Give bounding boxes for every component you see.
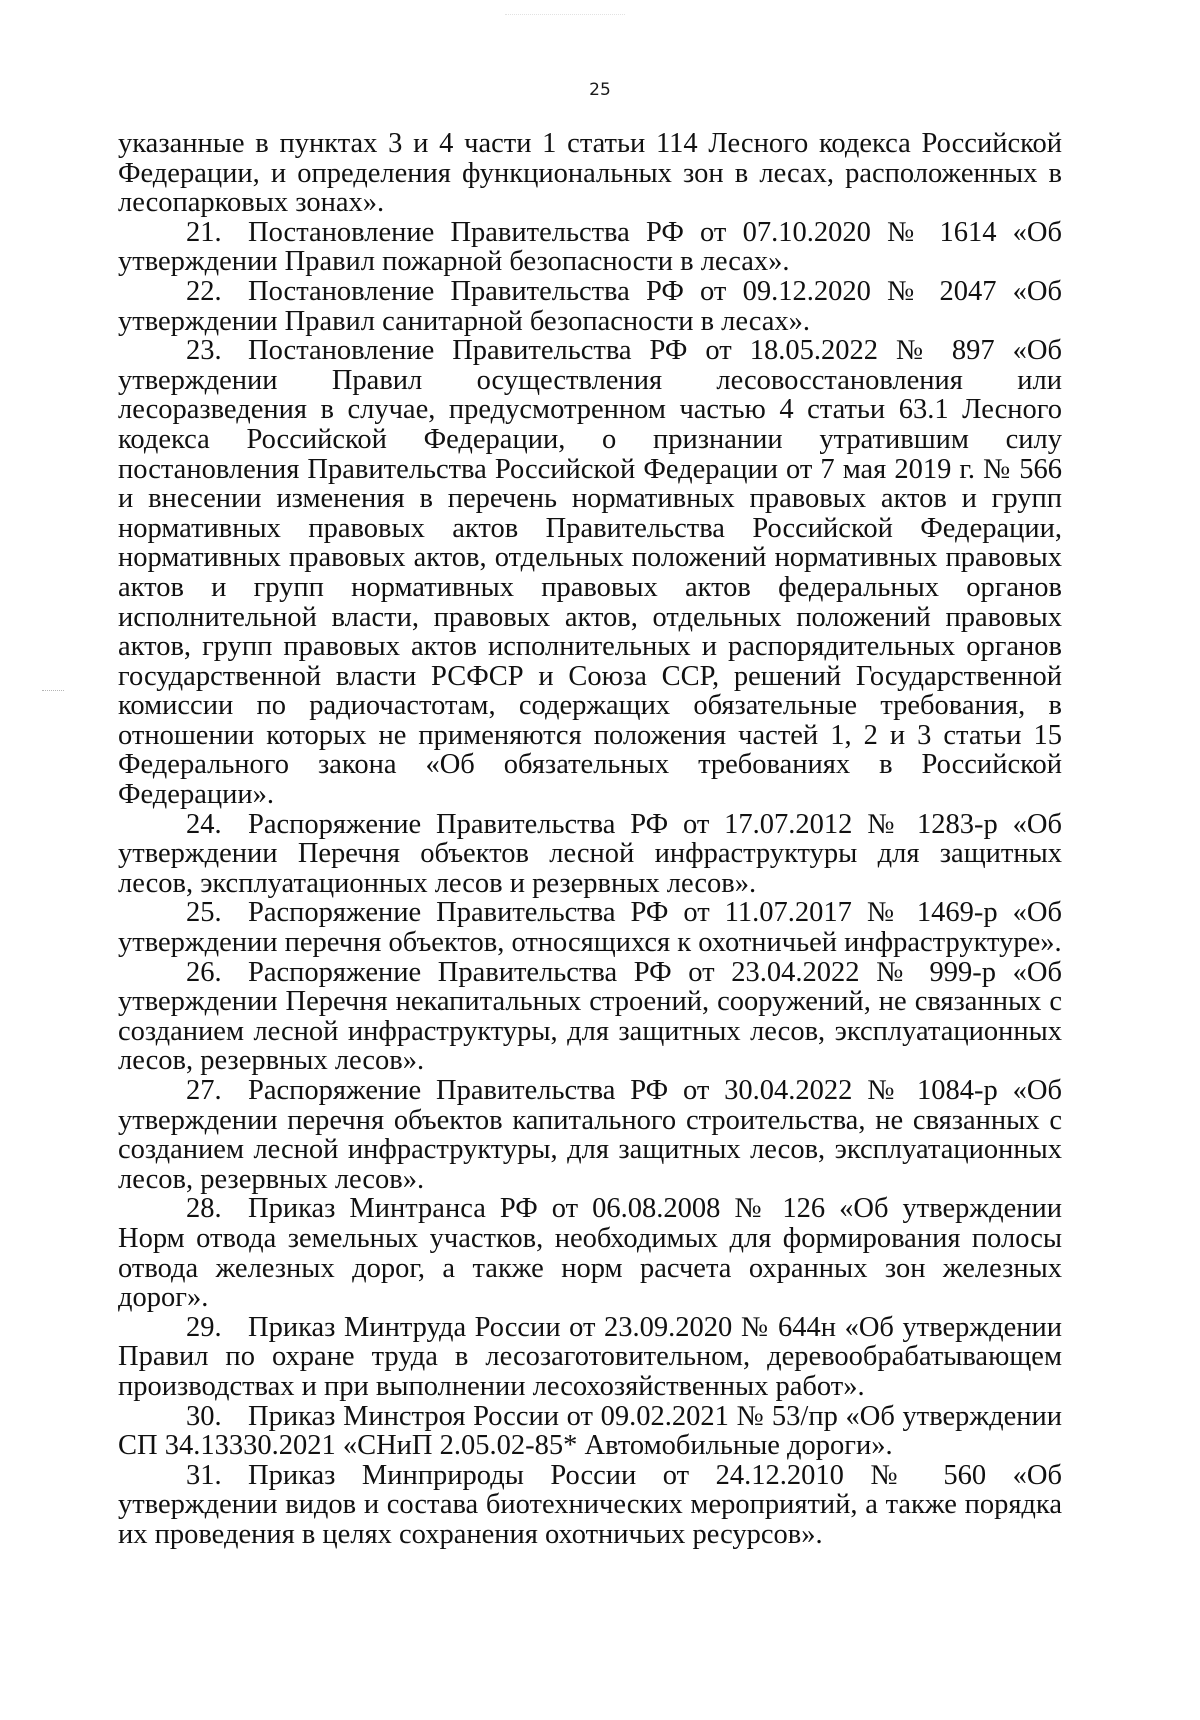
document-body	[118, 129, 1062, 1550]
item-number: 29.	[186, 1311, 222, 1343]
scan-artifact-top	[505, 14, 625, 25]
item-number: 25.	[186, 897, 222, 929]
list-item	[118, 1076, 1062, 1194]
item-number: 28.	[186, 1193, 222, 1225]
item-text: Постановление Правительства РФ от 09.12.2020 № 2047 «Об утверждении Правил санитарной безопасности в лесах».	[118, 275, 1062, 337]
item-number: 26.	[186, 956, 222, 988]
item-number: 27.	[186, 1075, 222, 1106]
list-item	[118, 1194, 1062, 1312]
item-text: Распоряжение Правительства РФ от 23.04.2022 № 999-р «Об утверждении Перечня некапитальных строений, сооружений, не связанных с созданием лесной инфраструктуры, для защитных лесов, эксплуатационных лесов, резервных лесов».	[118, 956, 1062, 1077]
list-item	[118, 277, 1062, 336]
item-text: Приказ Минтруда России от 23.09.2020 № 644н «Об утверждении Правил по охране труда в лесозаготовительном, деревообрабатывающем производствах и при выполнении лесохозяйственных работ».	[118, 1311, 1062, 1402]
item-number: 23.	[186, 335, 222, 367]
item-number: 31.	[186, 1459, 222, 1491]
item-text: Приказ Минстроя России от 09.02.2021 № 53/пр «Об утверждении СП 34.13330.2021 «СНиП 2.05.02-85* Автомобильные дороги».	[118, 1400, 1062, 1462]
item-number: 30.	[186, 1400, 222, 1432]
list-item	[118, 958, 1062, 1076]
item-text: Постановление Правительства РФ от 07.10.2020 № 1614 «Об утверждении Правил пожарной безопасности в лесах».	[118, 216, 1062, 278]
item-number: 21.	[186, 216, 222, 248]
list-item	[118, 336, 1062, 810]
list-item	[118, 1402, 1062, 1461]
list-item	[118, 218, 1062, 277]
list-item	[118, 898, 1062, 957]
item-number: 24.	[186, 808, 222, 840]
list-item	[118, 1313, 1062, 1402]
page-number: 25	[589, 80, 611, 100]
item-text: Распоряжение Правительства РФ от 11.07.2017 № 1469-р «Об утверждении перечня объектов, относящихся к охотничьей инфраструктуре».	[118, 897, 1062, 959]
scan-artifact-left	[42, 690, 64, 694]
item-text: Постановление Правительства РФ от 18.05.2022 № 897 «Об утверждении Правил осуществления лесовосстановления или лесоразведения в случае, предусмотренном частью 4 статьи 63.1 Лесного кодекса Российской Федерации, о признании утратившим силу постановления Правительства Российской Федерации от 7 мая 2019 г. № 566 и внесении изменения в перечень нормативных правовых актов и групп нормативных правовых актов Правительства Российской Федерации, нормативных правовых актов, отдельных положений нормативных правовых актов и групп нормативных правовых актов федеральных органов исполнительной власти, правовых актов, отдельных положений правовых актов, групп правовых актов исполнительных и распорядительных органов государственной власти РСФСР и Союза ССР, решений Государственной комиссии по радиочастотам, содержащих обязательные требования, в отношении которых не применяются положения частей 1, 2 и 3 статьи 15 Федерального закона «Об обязательных требованиях в Российской Федерации».	[118, 335, 1062, 811]
list-item	[118, 810, 1062, 899]
list-item	[118, 1461, 1062, 1550]
item-number: 22.	[186, 275, 222, 307]
item-text: Распоряжение Правительства РФ от 17.07.2012 № 1283-р «Об утверждении Перечня объектов лесной инфраструктуры для защитных лесов, эксплуатационных лесов и резервных лесов».	[118, 808, 1062, 899]
item-text: Распоряжение Правительства РФ от 30.04.2022 № 1084-р «Об утверждении перечня объектов капитального строительства, не связанных с созданием лесной инфраструктуры, для защитных лесов, эксплуатационных лесов, резервных лесов».	[118, 1075, 1062, 1195]
item-text: Приказ Минприроды России от 24.12.2010 № 560 «Об утверждении видов и состава биотехнических мероприятий, а также порядка их проведения в целях сохранения охотничьих ресурсов».	[118, 1459, 1062, 1550]
item-text: Приказ Минтранса РФ от 06.08.2008 № 126 «Об утверждении Норм отвода земельных участков, необходимых для формирования полосы отвода железных дорог, а также норм расчета охранных зон железных дорог».	[118, 1193, 1062, 1314]
continuation-paragraph: указанные в пунктах 3 и 4 части 1 статьи 114 Лесного кодекса Российской Федерации, и определения функциональных зон в лесах, расположенных в лесопарковых зонах».	[118, 128, 1062, 219]
